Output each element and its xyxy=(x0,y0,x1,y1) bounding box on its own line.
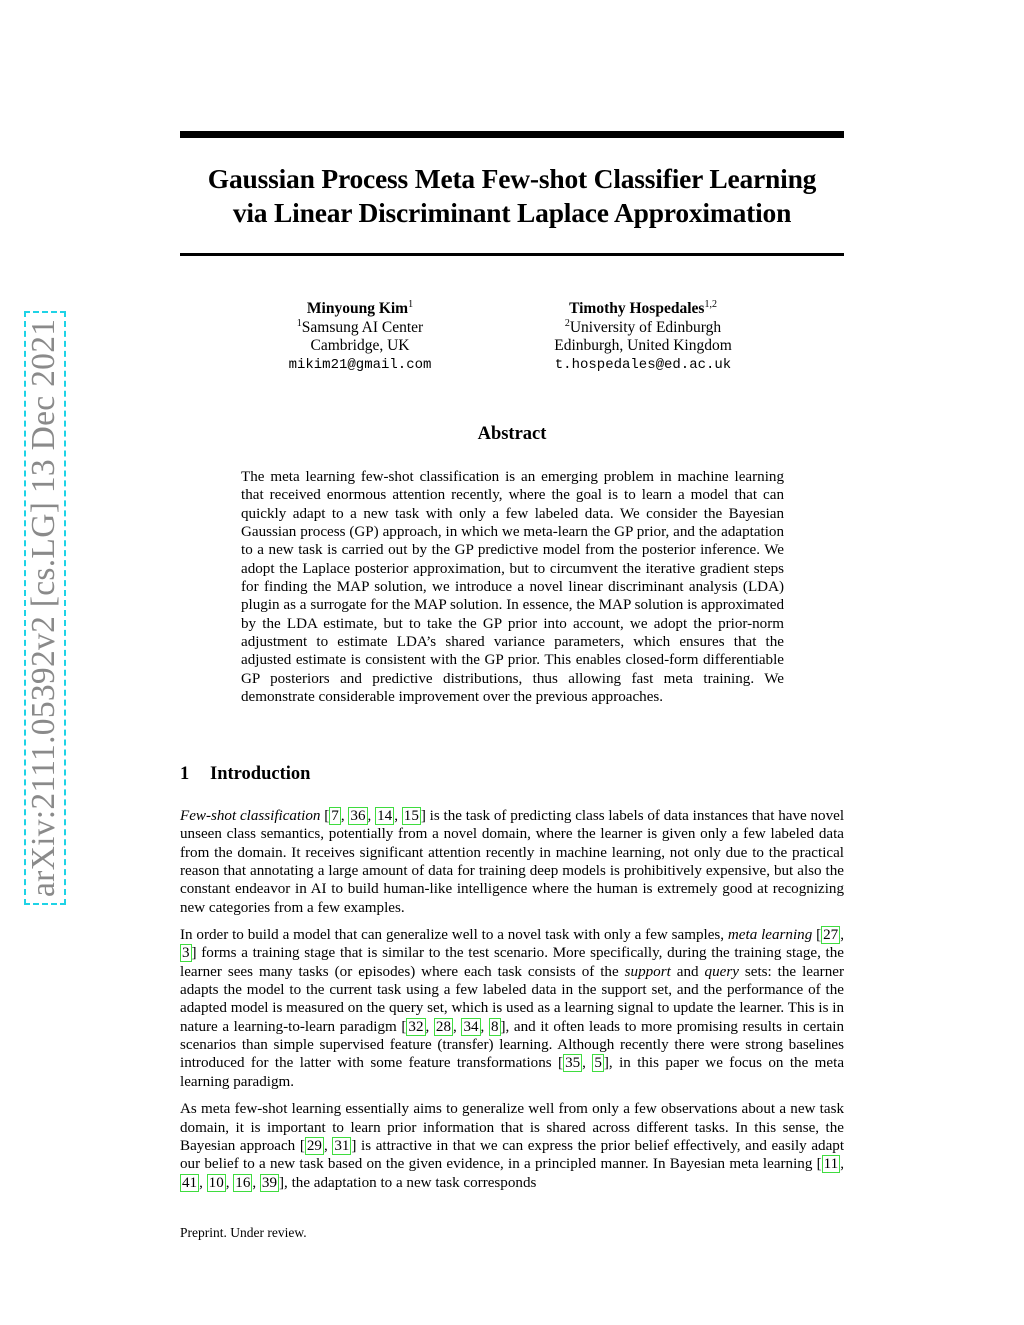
paragraph-2: In order to build a model that can generalize well to a novel task with only a few samples, meta learning [ 27 , 3 ] forms a training stage that is similar to the test scenario. More specifically, during the training stage, the learner sees many tasks (or episodes) where each task consists of the support and query sets: the learner adapts the model to the current task using a few labeled data in the support set, and the performance of the adapted model is measured on the query set, which is used as a learning signal to update the learner. This is in nature a learning-to-learn paradigm [ 32 , 28 , 34 , 8 ], and it often leads to more promising results in certain scenarios than simple supervised feature (transfer) learning. Although recently there were strong baselines introduced for the latter with some feature transformations [ 35 , 5 ], in this paper we focus on the meta learning paradigm. xyxy=(180,927,845,1090)
citation-link[interactable]: 16 xyxy=(235,1174,251,1191)
italic-term: support xyxy=(624,963,671,980)
title-bottom-rule xyxy=(180,253,844,256)
author-sup: 1 xyxy=(408,299,414,310)
citation-link[interactable]: 32 xyxy=(408,1018,424,1035)
title-line-2: via Linear Discriminant Laplace Approximation xyxy=(232,197,792,228)
abstract-text: The meta learning few-shot classification is an emerging problem in machine learning that received enormous attention recently, where the goal is to learn a model that can quickly adapt to a new task with only a few labeled data. We consider the Bayesian Gaussian process (GP) approach, in which we meta-learn the GP prior, and the adaptation to a new task is carried out by the GP predictive model from the posterior inference. We adopt the Laplace posterior approximation, but to circumvent the iterative gradient steps for finding the MAP solution, we introduce a novel linear discriminant analysis (LDA) plugin as a surrogate for the MAP solution. In essence, the MAP solution is approximated by the LDA estimate, but to take the GP prior into account, we adopt the prior-norm adjustment to estimate LDA’s shared variance parameters, which ensures that the adjusted estimate is consistent with the GP prior. This enables closed-form differentiable GP posteriors and predictive distributions, thus allowing fast meta training. We demonstrate considerable improvement over the previous approaches. xyxy=(241,469,784,706)
citation-link[interactable]: 28 xyxy=(435,1018,452,1035)
citation-link[interactable]: 3 xyxy=(182,945,190,962)
citation-link[interactable]: 7 xyxy=(331,808,339,824)
italic-term: query xyxy=(704,963,739,980)
text-run: In order to build a model that can generalize well to a novel task with only a few samples, xyxy=(180,927,728,944)
author-block-1 xyxy=(230,300,490,374)
arxiv-identifier[interactable]: arXiv:2111.05392v2 [cs.LG] 13 Dec 2021 xyxy=(24,311,66,905)
title-line-1: Gaussian Process Meta Few-shot Classifier Learning xyxy=(207,163,817,194)
body-text xyxy=(180,807,844,1201)
author-affiliation: University of Edinburgh xyxy=(569,318,722,336)
citation-link[interactable]: 15 xyxy=(403,808,419,824)
citation-link[interactable]: 31 xyxy=(334,1137,350,1154)
text-run: ] forms a training stage that is similar to the test scenario. More specifically, during the training stage, the learner sees many tasks (or episodes) where each task consists of the xyxy=(180,945,844,980)
section-number: 1 xyxy=(180,764,190,784)
affiliation-sup: 2 xyxy=(564,317,570,329)
citation-link[interactable]: 39 xyxy=(261,1174,278,1191)
text-run: ] is attractive in that we can express the prior belief effectively, and easily adapt our belief to a new task based on the given evidence, in a principled manner. In Bayesian meta learning [ xyxy=(180,1137,845,1173)
citation-link[interactable]: 35 xyxy=(565,1055,581,1072)
text-run: [ xyxy=(320,808,330,824)
text-run: ] is the task of predicting class labels of data instances that have novel unseen class semantics, potentially from a novel domain, where the learner is given only a few labeled data from the domain. It receives significant attention recently in machine learning, not only due to the practical reason that annotating a large amount of data for training deep models is prohibitively expensive, but also the constant endeavor in AI to build human-like intelligence where the human is extremely good at recognizing new categories from a few examples. xyxy=(180,808,845,916)
title-top-rule xyxy=(180,131,844,138)
citation-link[interactable]: 34 xyxy=(463,1018,479,1035)
author-block-2 xyxy=(513,300,773,374)
citation-link[interactable]: 11 xyxy=(823,1156,839,1173)
citation-link[interactable]: 8 xyxy=(490,1018,499,1035)
paragraph-3: As meta few-shot learning essentially aims to generalize well from only a few observations about a new task domain, it is important to learn prior information that is shared across different tasks. In this sense, the Bayesian approach [ 29 , 31 ] is attractive in that we can express the prior belief effectively, and easily adapt our belief to a new task based on the given evidence, in a principled manner. In Bayesian meta learning [ 11 , 41 , 10 , 16 , 39 ], the adaptation to a new task corresponds xyxy=(180,1101,845,1191)
affiliation-sup: 1 xyxy=(296,317,302,329)
text-run: and xyxy=(670,963,705,980)
author-email[interactable]: mikim21@gmail.com xyxy=(288,356,432,373)
citation-link[interactable]: 41 xyxy=(182,1174,198,1191)
citation-link[interactable]: 27 xyxy=(823,927,839,944)
section-heading xyxy=(180,764,310,785)
paragraph-1: Few-shot classification [ 7 , 36 , 14 , 15 ] is the task of predicting class labels of data instances that have novel unseen class semantics, potentially from a novel domain, where the learner is given only a few labeled data from the domain. It receives significant attention recently in machine learning, not only due to the practical reason that annotating a large amount of data for training deep models is prohibitively expensive, but also the constant endeavor in AI to build human-like intelligence where the human is extremely good at recognizing new categories from a few examples. xyxy=(180,808,845,916)
author-location: Cambridge, UK xyxy=(310,337,410,354)
citation-link[interactable]: 36 xyxy=(350,808,366,824)
citation-link[interactable]: 5 xyxy=(594,1055,602,1072)
author-name: Timothy Hospedales xyxy=(569,300,705,317)
text-run: ], the adaptation to a new task corresponds xyxy=(279,1174,537,1191)
citation-link[interactable]: 10 xyxy=(208,1174,224,1191)
text-run: sets: the learner adapts the model to the current task using a few labeled data in the support set, and the performance of the adapted model is measured on the query set, which is used as a learning signal to update the learner. This is in nature a learning-to-learn paradigm [ xyxy=(180,963,844,1035)
text-run: [ xyxy=(812,927,822,944)
footer-note: Preprint. Under review. xyxy=(180,1225,307,1240)
author-sup: 1,2 xyxy=(704,299,717,310)
text-run: As meta few-shot learning essentially aims to generalize well from only a few observations about a new task domain, it is important to learn prior information that is shared across different tasks. In this sense, the Bayesian approach [ xyxy=(180,1101,844,1154)
text-run: ], and it often leads to more promising results in certain scenarios than simple supervised feature (transfer) learning. Although recently there were strong baselines introduced for the latter with some feature transformations [ xyxy=(180,1018,845,1072)
citation-link[interactable]: 29 xyxy=(306,1137,322,1154)
text-run: ], in this paper we focus on the meta learning paradigm. xyxy=(180,1055,845,1090)
citation-link[interactable]: 14 xyxy=(377,808,393,824)
paper-title xyxy=(180,162,844,230)
author-affiliation: Samsung AI Center xyxy=(301,318,424,336)
abstract-heading: Abstract xyxy=(477,424,547,444)
section-title: Introduction xyxy=(210,764,311,784)
author-email[interactable]: t.hospedales@ed.ac.uk xyxy=(554,356,732,373)
italic-term: meta learning xyxy=(727,927,813,944)
author-name: Minyoung Kim xyxy=(306,300,409,317)
italic-term: Few-shot classification xyxy=(180,808,321,824)
author-location: Edinburgh, United Kingdom xyxy=(554,337,732,354)
